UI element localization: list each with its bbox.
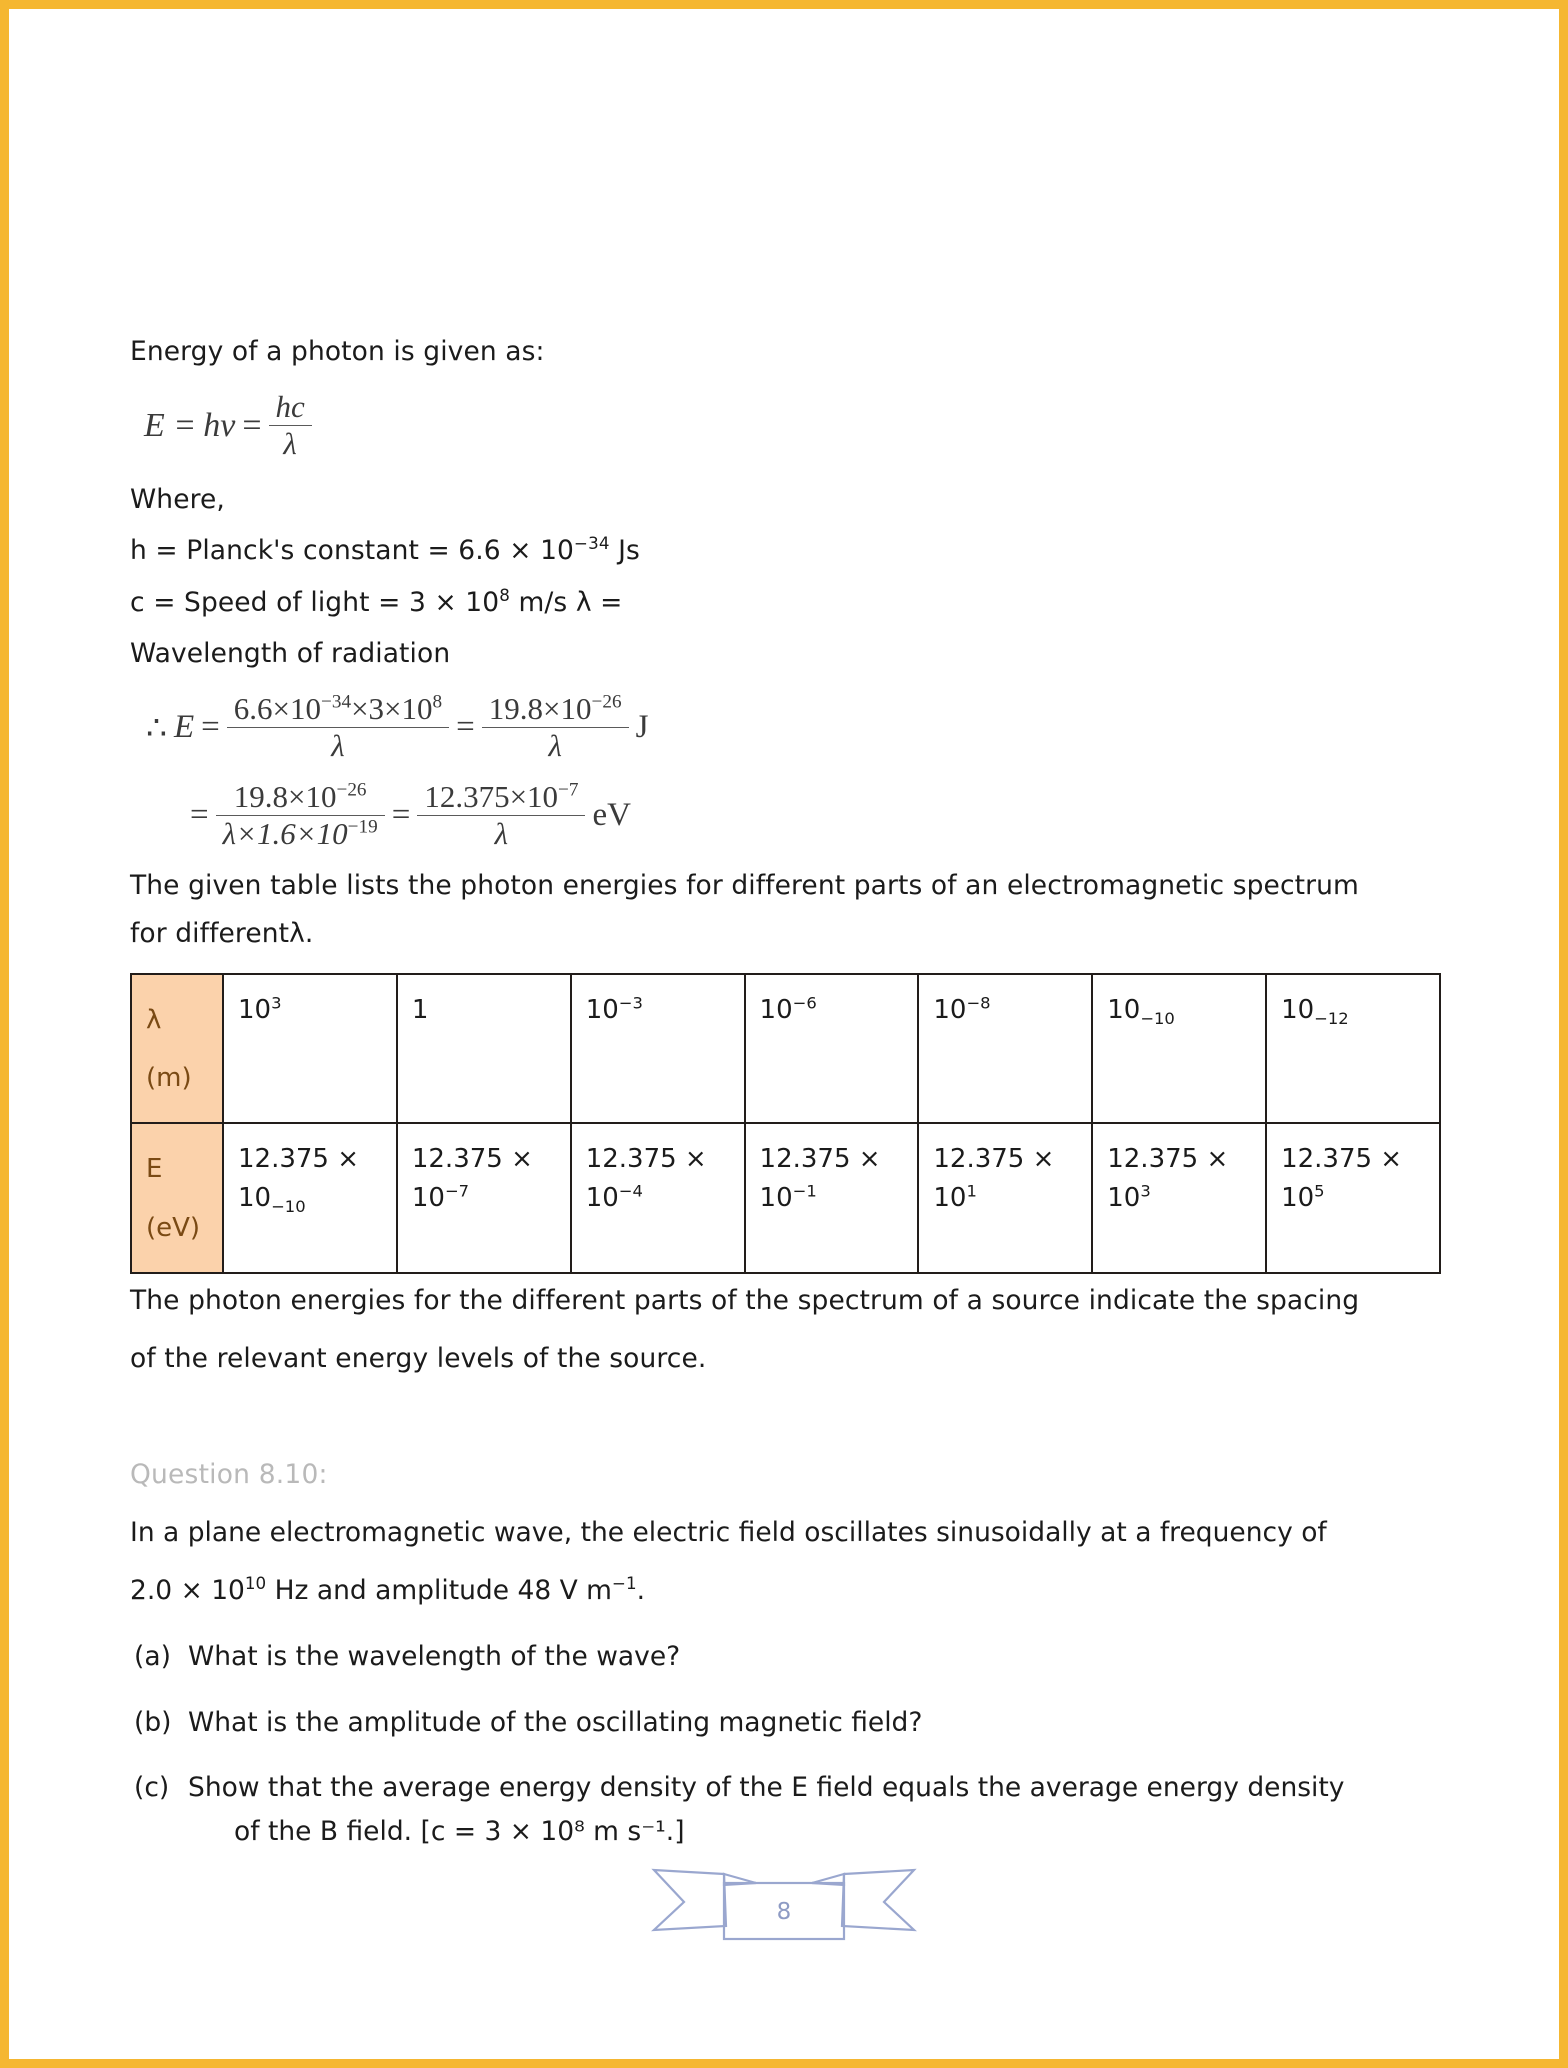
num-part-a-exp: −34	[321, 691, 352, 713]
item-text: What is the amplitude of the oscillating magnetic field?	[188, 1706, 923, 1738]
den-exp: −19	[347, 816, 378, 838]
question-item-a	[134, 1639, 1430, 1675]
fraction-numerator	[482, 690, 629, 728]
cell-mantissa: 10	[1281, 1183, 1315, 1214]
table-outro-line1: The photon energies for the different parts of the spectrum of a source indicate the spacing	[130, 1284, 1360, 1316]
amplitude-text: Hz and amplitude 48 V m	[266, 1575, 612, 1607]
table-row-energy	[131, 1123, 1440, 1273]
table-cell	[1266, 974, 1440, 1123]
unit-joule: J	[635, 709, 649, 746]
table-cell	[571, 974, 745, 1123]
table-cell	[745, 974, 919, 1123]
speed-exponent: 8	[499, 585, 510, 605]
freq-exponent: 10	[244, 1574, 267, 1594]
question-body	[130, 1516, 1390, 1607]
fraction-12375e7	[417, 778, 585, 852]
therefore-symbol: ∴	[146, 710, 167, 747]
table-cell	[745, 1123, 919, 1273]
equation-photon-energy	[144, 388, 1430, 462]
item-text: What is the wavelength of the wave?	[188, 1640, 681, 1672]
table-cell	[1092, 974, 1266, 1123]
cell-exponent: 3	[271, 993, 282, 1013]
item-label: (a)	[134, 1640, 171, 1672]
row-header-energy	[131, 1123, 223, 1273]
wavelength-line: Wavelength of radiation	[130, 638, 451, 670]
planck-constant-line	[130, 534, 1430, 567]
num-part-b-exp: 8	[432, 691, 443, 713]
cell-mantissa: 10	[1107, 1183, 1141, 1214]
table-row-wavelength	[131, 974, 1440, 1123]
page-footer	[9, 1847, 1559, 1951]
cell-exponent: 3	[1140, 1181, 1151, 1201]
row-header-wavelength	[131, 974, 223, 1123]
question-body-line2	[130, 1574, 1390, 1607]
fraction-numerator	[227, 690, 449, 728]
cell-exponent: 1	[966, 1181, 977, 1201]
question-body-line1: In a plane electromagnetic wave, the electric field oscillates sinusoidally at a frequency of	[130, 1516, 1327, 1548]
num-part-b: ×3×10	[351, 690, 433, 726]
num-exp: −26	[591, 691, 622, 713]
spectrum-table	[130, 973, 1441, 1274]
num-part-a: 6.6×10	[233, 690, 322, 726]
item-text-continued: of the B field. [c = 3 × 10⁸ m s⁻¹.]	[234, 1816, 685, 1848]
table-cell	[397, 1123, 571, 1273]
cell-exponent: −10	[271, 1197, 306, 1217]
cell-line1: 12.375 ×	[1281, 1143, 1403, 1174]
derivation-E: E	[174, 709, 195, 746]
num-exp: −26	[336, 779, 367, 801]
cell-exponent: −7	[444, 1181, 470, 1201]
cell-exponent: −1	[792, 1181, 817, 1201]
cell-line1: 12.375 ×	[238, 1143, 360, 1174]
row-header-unit: (m)	[146, 1063, 192, 1094]
table-cell	[397, 974, 571, 1123]
table-cell	[1092, 1123, 1266, 1273]
item-text: Show that the average energy density of the E field equals the average energy density	[188, 1772, 1345, 1804]
fraction-ev-conversion	[216, 778, 385, 852]
item-label: (b)	[134, 1706, 172, 1738]
cell-mantissa: 10	[759, 1183, 793, 1214]
cell-mantissa: 10	[411, 1183, 445, 1214]
table-intro-line1: The given table lists the photon energies for different parts of an electromagnetic spectrum	[130, 869, 1359, 901]
equation-lhs: E =	[144, 406, 197, 444]
question-item-b	[134, 1705, 1430, 1741]
cell-mantissa: 10	[585, 1183, 619, 1214]
equation-derivation-line1	[146, 690, 1430, 764]
question-item-c	[134, 1770, 1430, 1850]
cell-mantissa: 10	[238, 994, 272, 1025]
planck-exponent: −34	[574, 534, 610, 554]
equation-hv: hν	[203, 406, 236, 444]
cell-exponent: −12	[1314, 1008, 1349, 1028]
table-cell	[223, 1123, 397, 1273]
cell-exponent: −4	[618, 1181, 643, 1201]
cell-exponent: −3	[618, 993, 643, 1013]
fraction-denominator: λ	[417, 815, 585, 851]
table-cell	[918, 974, 1092, 1123]
cell-line1: 12.375 ×	[1107, 1143, 1229, 1174]
fraction-denominator: λ	[227, 727, 449, 763]
ribbon-banner	[648, 1847, 920, 1951]
fraction-hc-lambda	[269, 388, 312, 462]
planck-text: h = Planck's constant = 6.6 × 10	[130, 535, 575, 567]
fraction-denominator: λ	[269, 425, 312, 461]
fraction-numerator	[417, 778, 585, 816]
cell-line1: 12.375 ×	[411, 1143, 533, 1174]
derivation-equals-3: =	[190, 797, 209, 834]
fraction-denominator: λ	[482, 727, 629, 763]
derivation-equals-4: =	[391, 797, 411, 834]
where-label: Where,	[130, 483, 225, 515]
cell-mantissa: 10	[933, 994, 967, 1025]
cell-mantissa: 10	[933, 1183, 967, 1214]
cell-mantissa: 10	[585, 994, 619, 1025]
cell-line1: 12.375 ×	[585, 1143, 707, 1174]
cell-line1: 12.375 ×	[933, 1143, 1055, 1174]
page-number: 8	[776, 1899, 792, 1925]
energy-intro-line: Energy of a photon is given as:	[130, 336, 545, 367]
row-header-symbol: E	[146, 1154, 163, 1185]
cell-exponent: 5	[1314, 1181, 1325, 1201]
table-cell	[1266, 1123, 1440, 1273]
speed-text: c = Speed of light = 3 × 10	[130, 586, 500, 618]
cell-exponent: −6	[792, 993, 817, 1013]
cell-exponent: −10	[1140, 1008, 1175, 1028]
row-header-unit: (eV)	[146, 1212, 201, 1243]
item-text-wrap	[188, 1770, 1430, 1850]
fraction-numerator: hc	[275, 388, 305, 424]
spectrum-table-body	[131, 974, 1440, 1273]
fraction-198e26	[482, 690, 629, 764]
item-label: (c)	[134, 1772, 170, 1804]
table-outro-line2: of the relevant energy levels of the source.	[130, 1343, 707, 1375]
fraction-numerator	[227, 778, 374, 816]
planck-unit: Js	[609, 535, 640, 567]
cell-mantissa: 10	[759, 994, 793, 1025]
page-content	[130, 336, 1430, 1880]
num-exp: −7	[558, 779, 579, 801]
fraction-denominator	[216, 815, 385, 851]
den-part: λ×1.6×10	[222, 816, 348, 852]
cell-mantissa: 10	[238, 1183, 272, 1214]
row-header-symbol: λ	[146, 1004, 162, 1035]
table-cell	[223, 974, 397, 1123]
unit-electronvolt: eV	[592, 797, 631, 834]
cell-line1: 12.375 ×	[759, 1143, 881, 1174]
equation-equals: =	[242, 406, 262, 444]
amplitude-exponent: −1	[611, 1574, 637, 1594]
num-part: 19.8×10	[488, 690, 592, 726]
table-intro-line2: for differentλ.	[130, 918, 314, 950]
derivation-equals-2: =	[456, 709, 475, 746]
fraction-hc-numeric	[227, 690, 449, 764]
table-cell	[571, 1123, 745, 1273]
cell-mantissa: 10	[1107, 994, 1141, 1025]
equation-derivation-line2	[190, 778, 1430, 852]
cell-exponent: −8	[966, 993, 991, 1013]
table-cell	[918, 1123, 1092, 1273]
question-title: Question 8.10:	[130, 1458, 328, 1490]
freq-value: 2.0 × 10	[130, 1575, 245, 1607]
speed-of-light-line	[130, 585, 1430, 618]
page-inner	[9, 9, 1559, 2059]
sentence-period: .	[636, 1575, 646, 1607]
cell-mantissa: 1	[411, 994, 429, 1025]
cell-mantissa: 10	[1281, 994, 1315, 1025]
speed-text-tail: m/s λ =	[509, 586, 623, 618]
derivation-equals-1: =	[201, 709, 220, 746]
num-part: 19.8×10	[233, 778, 337, 814]
num-part: 12.375×10	[424, 778, 559, 814]
